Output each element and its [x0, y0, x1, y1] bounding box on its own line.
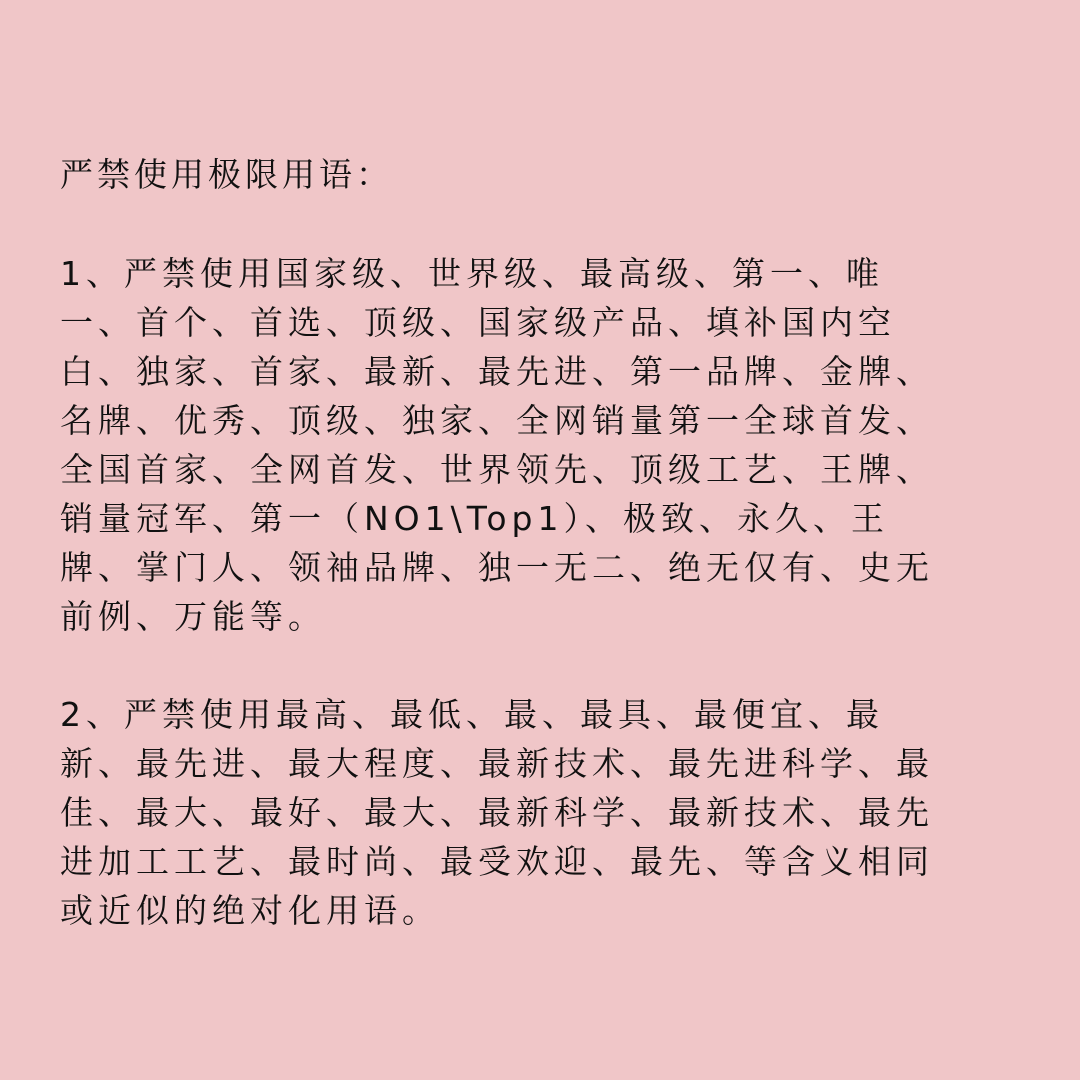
rule-1	[60, 249, 1020, 641]
rule-1-line: 前例、万能等。	[60, 597, 326, 636]
rule-1-line: 全国首家、全网首发、世界领先、顶级工艺、王牌、	[60, 450, 934, 489]
rule-1-line: 牌、掌门人、领袖品牌、独一无二、绝无仅有、史无	[60, 548, 934, 587]
rule-2-line: 2、严禁使用最高、最低、最、最具、最便宜、最	[60, 695, 884, 734]
rule-2	[60, 690, 1020, 935]
rule-2-line: 佳、最大、最好、最大、最新科学、最新技术、最先	[60, 793, 934, 832]
rule-1-line: 名牌、优秀、顶级、独家、全网销量第一全球首发、	[60, 401, 934, 440]
content	[60, 150, 1020, 935]
rule-1-line: 销量冠军、第一（NO1\Top1）、极致、永久、王	[60, 499, 889, 538]
page-title: 严禁使用极限用语：	[60, 155, 393, 194]
rule-1-line: 一、首个、首选、顶级、国家级产品、填补国内空	[60, 303, 896, 342]
rule-2-line: 或近似的绝对化用语。	[60, 891, 440, 930]
rule-1-line: 1、严禁使用国家级、世界级、最高级、第一、唯	[60, 254, 884, 293]
rule-2-line: 新、最先进、最大程度、最新技术、最先进科学、最	[60, 744, 934, 783]
rule-1-line: 白、独家、首家、最新、最先进、第一品牌、金牌、	[60, 352, 934, 391]
rule-2-line: 进加工工艺、最时尚、最受欢迎、最先、等含义相同	[60, 842, 934, 881]
